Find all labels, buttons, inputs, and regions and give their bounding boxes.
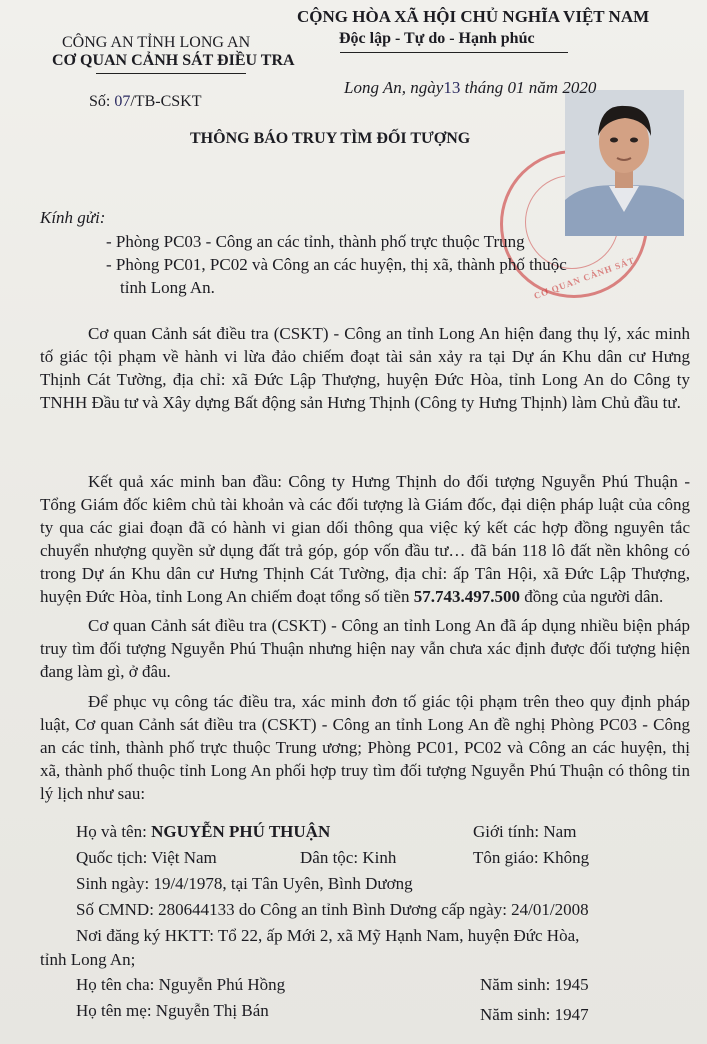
recipient-list	[106, 230, 567, 299]
agency-line-1: CÔNG AN TỈNH LONG AN	[62, 34, 251, 51]
document-number: Số: 07/TB-CSKT	[89, 93, 202, 110]
paragraph-1: Cơ quan Cảnh sát điều tra (CSKT) - Công an tỉnh Long An hiện đang thụ lý, xác minh tố giác tội phạm về hành vi lừa đảo chiếm đoạt tài sản xảy ra tại Dự án Khu dân cư Hưng Thịnh Cát Tường, địa chỉ: xã Đức Lập Thượng, huyện Đức Hòa, tỉnh Long An do Công ty TNHH Đầu tư và Xây dựng Bất động sản Hưng Thịnh (Công ty Hưng Thịnh) làm Chủ đầu tư.	[40, 324, 690, 412]
subject-name-row: Họ và tên: NGUYỄN PHÚ THUẬN	[76, 822, 331, 841]
subject-residence-continuation: tỉnh Long An;	[40, 950, 136, 969]
subject-ethnicity: Dân tộc: Kinh	[300, 848, 397, 867]
date-day-handwritten: 13	[443, 78, 461, 97]
subject-mother-birth-year: Năm sinh: 1947	[480, 1005, 589, 1024]
agency-line-2: CƠ QUAN CẢNH SÁT ĐIỀU TRA	[52, 52, 295, 69]
subject-gender: Giới tính: Nam	[473, 822, 577, 841]
nation-heading: CỘNG HÒA XÃ HỘI CHỦ NGHĨA VIỆT NAM	[297, 7, 650, 26]
subject-nationality: Quốc tịch: Việt Nam	[76, 848, 217, 867]
subject-name: NGUYỄN PHÚ THUẬN	[151, 822, 331, 841]
notice-title: THÔNG BÁO TRUY TÌM ĐỐI TƯỢNG	[190, 130, 471, 147]
seal-text: CƠ QUAN CẢNH SÁT	[532, 255, 637, 301]
fraud-amount: 57.743.497.500	[413, 587, 520, 606]
subject-portrait-image	[565, 90, 684, 236]
subject-residence: Nơi đăng ký HKTT: Tổ 22, ấp Mới 2, xã Mỹ Hạnh Nam, huyện Đức Hòa,	[76, 926, 580, 945]
recipient-item-continuation: tỉnh Long An.	[120, 278, 215, 297]
paragraph-3: Cơ quan Cảnh sát điều tra (CSKT) - Công an tỉnh Long An đã áp dụng nhiều biện pháp truy tìm đối tượng Nguyễn Phú Thuận nhưng hiện nay vẫn chưa xác định được đối tượng hiện đang làm gì, ở đâu.	[40, 616, 690, 681]
agency-underline	[96, 73, 246, 74]
recipient-item: - Phòng PC01, PC02 và Công an các huyện, thị xã, thành phố thuộc	[106, 255, 567, 274]
subject-id-card: Số CMND: 280644133 do Công an tỉnh Bình Dương cấp ngày: 24/01/2008	[76, 900, 589, 919]
subject-mother: Họ tên mẹ: Nguyễn Thị Bán	[76, 1001, 269, 1020]
subject-father-birth-year: Năm sinh: 1945	[480, 975, 589, 994]
recipient-item: - Phòng PC03 - Công an các tỉnh, thành phố trực thuộc Trung	[106, 232, 525, 251]
document-number-handwritten: 07	[114, 93, 131, 110]
paragraph-4: Để phục vụ công tác điều tra, xác minh đơn tố giác tội phạm trên theo quy định pháp luật, Cơ quan Cảnh sát điều tra (CSKT) - Công an tỉnh Long An đề nghị Phòng PC03 - Công an các tỉnh, thành phố trực thuộc Trung ương; Phòng PC01, PC02 và Công an các huyện, thị xã, thành phố thuộc tỉnh Long An phối hợp truy tìm đối tượng Nguyễn Phú Thuận có thông tin lý lịch như sau:	[40, 692, 690, 803]
subject-religion: Tôn giáo: Không	[473, 848, 590, 867]
subject-birth: Sinh ngày: 19/4/1978, tại Tân Uyên, Bình Dương	[76, 874, 413, 893]
paragraph-2: Kết quả xác minh ban đầu: Công ty Hưng Thịnh do đối tượng Nguyễn Phú Thuận - Tổng Giám đốc kiêm chủ tài khoản và các đối tượng là Giám đốc, đại diện pháp luật của công ty qua các giai đoạn đã có hành vi gian dối thông qua việc ký kết các hợp đồng nguyên tắc chuyển nhượng quyền sử dụng đất trả góp, góp vốn đầu tư… đã bán 118 lô đất nền không có trong Dự án Khu dân cư Hưng Thịnh Cát Tường, địa chỉ: ấp Tân Hội, xã Đức Lập Thượng, huyện Đức Hòa, tỉnh Long An chiếm đoạt tổng số tiền 57.743.497.500 đồng của người dân.	[40, 472, 690, 606]
salutation: Kính gửi:	[40, 208, 106, 227]
subject-photo	[565, 90, 684, 236]
subject-father: Họ tên cha: Nguyễn Phú Hồng	[76, 975, 286, 994]
place-and-date: Long An, ngày13 tháng 01 năm 2020	[344, 78, 597, 97]
national-motto: Độc lập - Tự do - Hạnh phúc	[339, 30, 535, 47]
motto-underline	[340, 52, 568, 53]
